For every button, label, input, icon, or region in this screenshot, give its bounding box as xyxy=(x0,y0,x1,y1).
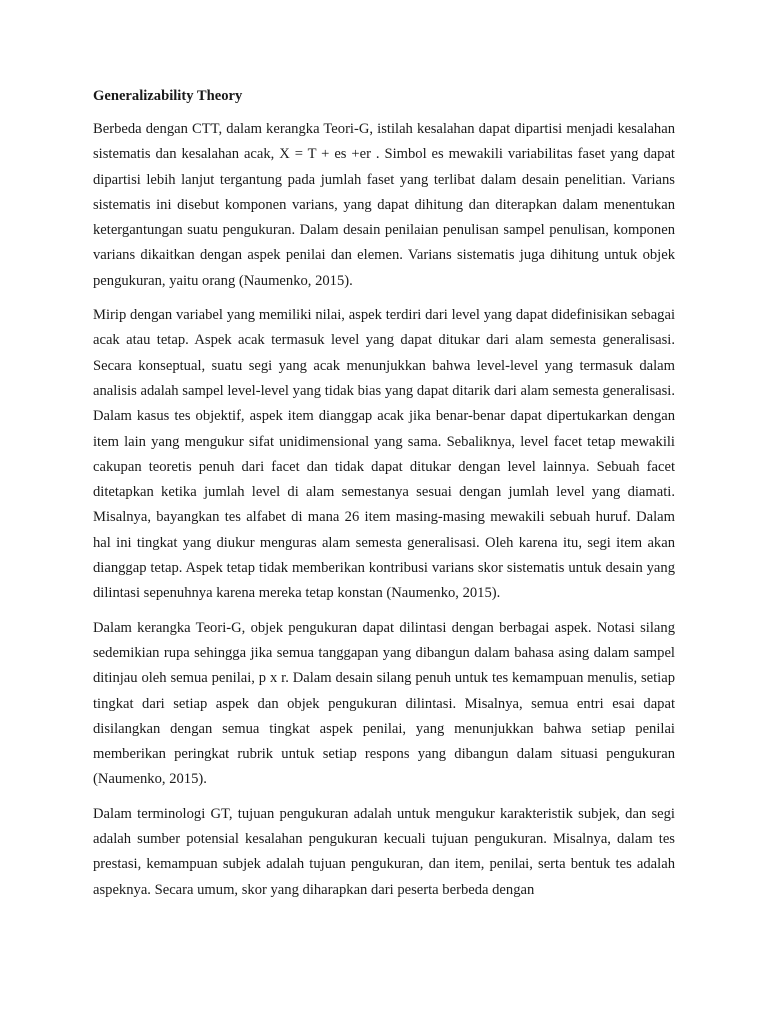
paragraph-3: Dalam kerangka Teori-G, objek pengukuran dapat dilintasi dengan berbagai aspek. Notasi silang sedemikian rupa sehingga jika semua tanggapan yang dibangun dalam bahasa asing dalam sampel ditinjau oleh semua penilai, p x r. Dalam desain silang penuh untuk tes kemampuan menulis, setiap tingkat dari setiap aspek dan objek pengukuran dilintasi. Misalnya, semua entri esai dapat disilangkan dengan semua tingkat aspek penilai, yang menunjukkan bahwa setiap penilai memberikan peringkat rubrik untuk setiap respons yang dibangun dalam situasi pengukuran (Naumenko, 2015). xyxy=(93,619,675,788)
section-heading: Generalizability Theory xyxy=(93,88,243,104)
document-page xyxy=(93,84,675,912)
paragraph-2: Mirip dengan variabel yang memiliki nilai, aspek terdiri dari level yang dapat didefinisikan sebagai acak atau tetap. Aspek acak termasuk level yang dapat ditukar dari alam semesta generalisasi. Secara konseptual, suatu segi yang acak menunjukkan bahwa level-level yang termasuk dalam analisis adalah sampel level-level yang tidak bias yang dapat ditarik dari alam semesta generalisasi. Dalam kasus tes objektif, aspek item dianggap acak jika benar-benar dapat dipertukarkan dengan item lain yang mengukur sifat unidimensional yang sama. Sebaliknya, level facet tetap mewakili cakupan teoretis penuh dari facet dan tidak dapat ditukar dengan level lainnya. Sebuah facet ditetapkan ketika jumlah level di alam semestanya sesuai dengan jumlah level yang diamati. Misalnya, bayangkan tes alfabet di mana 26 item masing-masing mewakili sebuah huruf. Dalam hal ini tingkat yang diukur menguras alam semesta generalisasi. Oleh karena itu, segi item akan dianggap tetap. Aspek tetap tidak memberikan kontribusi varians skor sistematis untuk desain yang dilintasi sepenuhnya karena mereka tetap konstan (Naumenko, 2015). xyxy=(93,307,675,602)
paragraph-4: Dalam terminologi GT, tujuan pengukuran adalah untuk mengukur karakteristik subjek, dan segi adalah sumber potensial kesalahan pengukuran kecuali tujuan pengukuran. Misalnya, dalam tes prestasi, kemampuan subjek adalah tujuan pengukuran, dan item, penilai, serta bentuk tes adalah aspeknya. Secara umum, skor yang diharapkan dari peserta berbeda dengan xyxy=(93,805,675,898)
paragraph-1: Berbeda dengan CTT, dalam kerangka Teori-G, istilah kesalahan dapat dipartisi menjadi kesalahan sistematis dan kesalahan acak, X = T + es +er . Simbol es mewakili variabilitas faset yang dapat dipartisi lebih lanjut tergantung pada jumlah faset yang terlibat dalam desain penelitian. Varians sistematis ini disebut komponen varians, yang dapat dihitung dan diterapkan dalam menentukan ketergantungan suatu pengukuran. Dalam desain penilaian penulisan sampel penulisan, komponen varians dikaitkan dengan aspek penilai dan elemen. Varians sistematis juga dihitung untuk objek pengukuran, yaitu orang (Naumenko, 2015). xyxy=(93,121,675,289)
